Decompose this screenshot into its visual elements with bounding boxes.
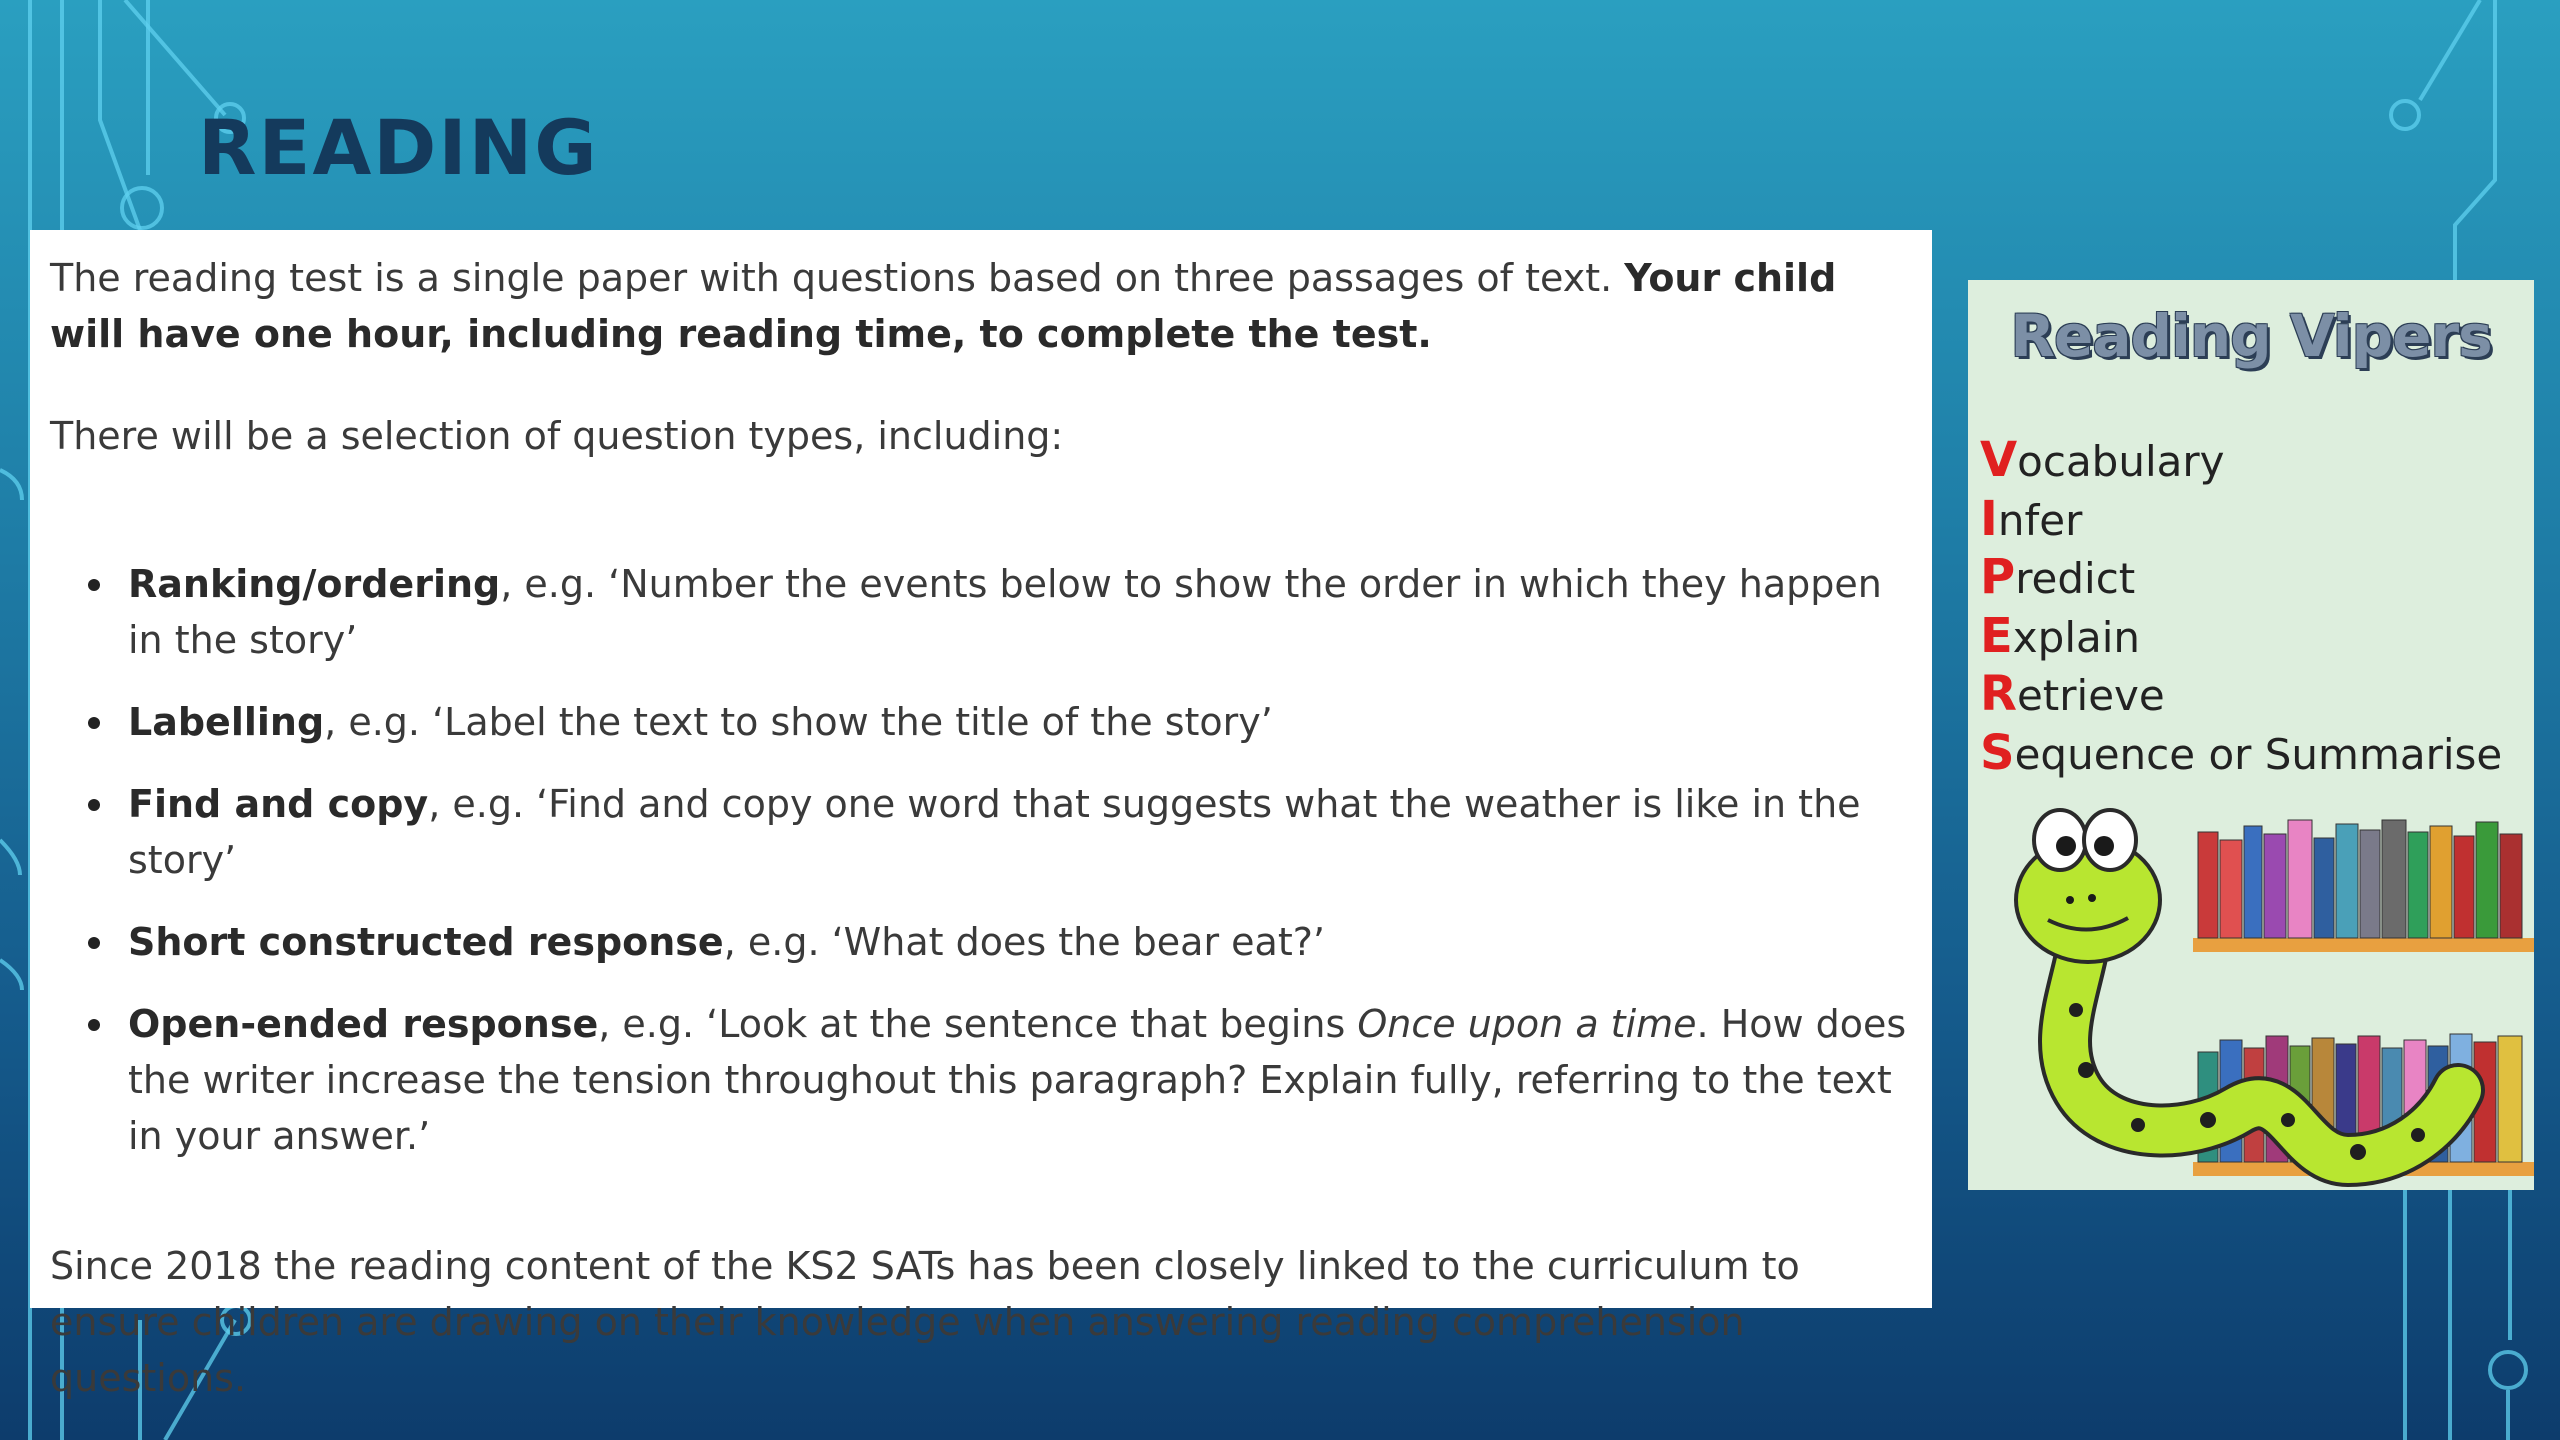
list-item <box>50 694 1912 750</box>
vipers-initial: R <box>1980 666 2017 722</box>
vipers-word: redict <box>2015 554 2136 603</box>
list-item <box>50 556 1912 668</box>
question-type-example: , e.g. ‘Label the text to show the title of the story’ <box>324 700 1273 744</box>
list-item <box>50 776 1912 888</box>
closing-paragraph: Since 2018 the reading content of the KS2 SATs has been closely linked to the curriculum to ensure children are drawing on their knowledge when answering reading comprehension questions. <box>50 1244 1800 1400</box>
question-type-term: Find and copy <box>128 782 429 826</box>
question-type-example-end: . How does the writer increase the tension throughout this paragraph? Explain fully, referring to the text in your answer.’ <box>128 1002 1907 1158</box>
vipers-initial: I <box>1980 490 1998 547</box>
question-type-term: Labelling <box>128 700 325 744</box>
question-type-term: Ranking/ordering <box>128 562 501 606</box>
list-item <box>50 996 1912 1164</box>
vipers-item-predict <box>1980 549 2502 608</box>
vipers-item-retrieve <box>1980 666 2502 725</box>
vipers-initial: S <box>1980 724 2015 781</box>
list-item <box>50 914 1912 970</box>
vipers-initial: P <box>1980 549 2016 605</box>
vipers-item-vocabulary <box>1980 432 2502 491</box>
vipers-word: equence or Summarise <box>2014 729 2503 779</box>
slide-title: READING <box>198 103 599 192</box>
vipers-initial: V <box>1980 432 2018 488</box>
vipers-word: nfer <box>1997 495 2083 545</box>
snake-bookshelf-illustration <box>1968 790 2534 1190</box>
question-type-example: , e.g. ‘What does the bear eat?’ <box>723 920 1325 964</box>
question-type-example: , e.g. ‘Find and copy one word that suggests what the weather is like in the story’ <box>128 782 1861 882</box>
vipers-word: ocabulary <box>2017 437 2225 486</box>
vipers-initial: E <box>1980 607 2013 664</box>
intro-text: The reading test is a single paper with questions based on three passages of text. <box>50 256 1625 300</box>
vipers-item-sequence <box>1980 725 2502 784</box>
question-type-term: Short constructed response <box>128 920 724 964</box>
vipers-title: Reading Vipers <box>2010 302 2492 370</box>
vipers-item-infer <box>1980 491 2502 550</box>
question-types-list <box>50 556 1912 1164</box>
reading-vipers-card <box>1968 280 2534 1190</box>
question-type-term: Open-ended response <box>128 1002 599 1046</box>
intro-emphasis: Your child will have one hour, including reading time, to complete the test. <box>50 256 1837 356</box>
vipers-word: xplain <box>2012 612 2141 662</box>
question-type-example: , e.g. ‘Look at the sentence that begins <box>598 1002 1358 1046</box>
question-type-example: , e.g. ‘Number the events below to show the order in which they happen in the story’ <box>128 562 1882 662</box>
vipers-list <box>1980 432 2502 783</box>
vipers-word: etrieve <box>2016 671 2165 720</box>
intro-paragraph <box>50 250 1912 362</box>
question-types-lead: There will be a selection of question types, including: <box>50 414 1064 458</box>
content-panel <box>30 230 1932 1400</box>
question-type-example-italic: Once upon a time <box>1357 1002 1697 1046</box>
vipers-item-explain <box>1980 608 2502 667</box>
